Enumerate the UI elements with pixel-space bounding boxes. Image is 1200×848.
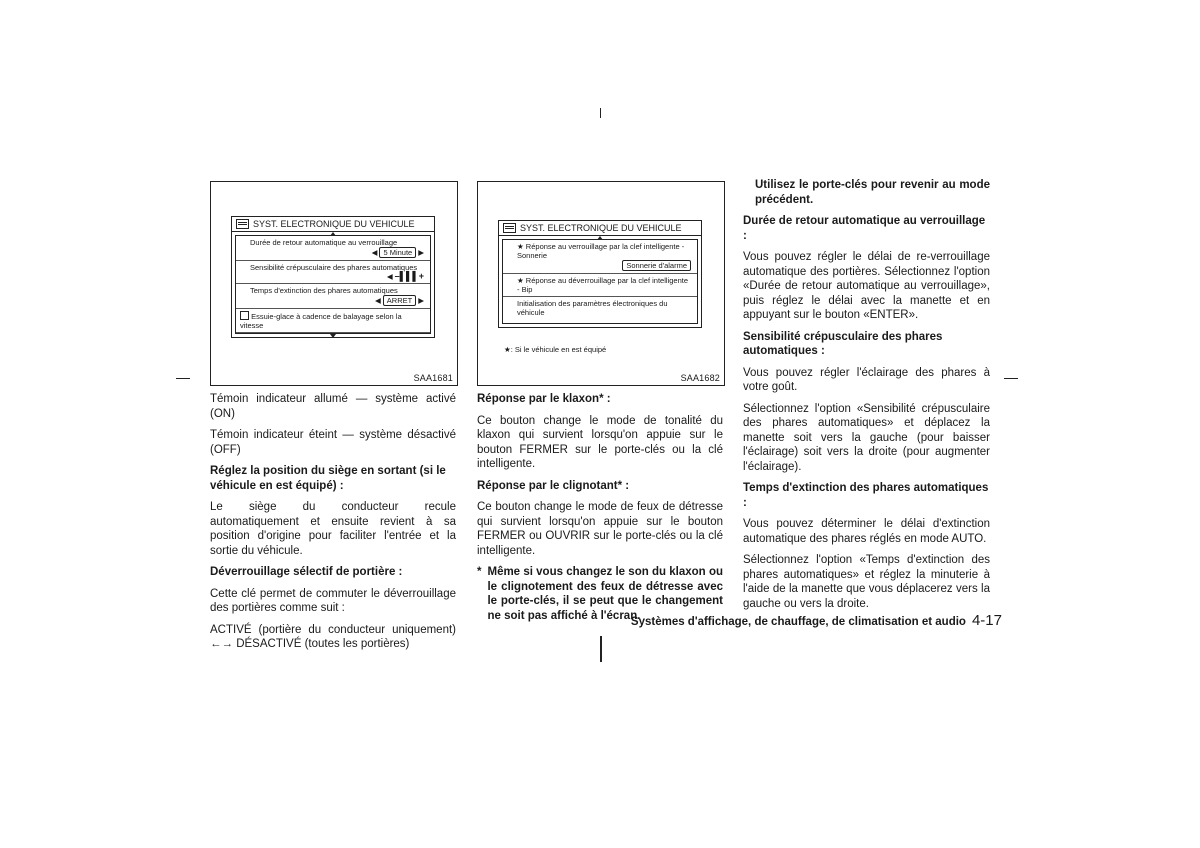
menu-row: Essuie-glace à cadence de balayage selon la vitesse bbox=[236, 309, 430, 333]
settings-screen-icon bbox=[236, 219, 249, 229]
arrow-left-icon: ◀ bbox=[371, 248, 378, 257]
note-asterisk: * bbox=[477, 566, 482, 578]
vehicle-electronics-screen bbox=[231, 216, 435, 338]
page-number: 4-17 bbox=[971, 612, 1002, 629]
menu-row: ★ Réponse au déverrouillage par la clef intelligente - Bip bbox=[503, 274, 697, 297]
column-right bbox=[743, 178, 990, 618]
column-middle bbox=[477, 392, 723, 623]
arrow-left-icon: ◀ bbox=[386, 272, 393, 281]
section-heading: Réponse par le clignotant* : bbox=[477, 479, 630, 492]
paragraph: Ce bouton change le mode de tonalité du klaxon qui survient lorsqu'on appuie sur le bouton FERMER sur le porte-clés ou la clé intelligente. bbox=[477, 414, 723, 470]
screen-title: SYST. ELECTRONIQUE DU VEHICULE bbox=[232, 217, 434, 232]
column-left bbox=[210, 392, 456, 659]
figure-code: SAA1682 bbox=[680, 373, 720, 383]
menu-row: ★ Réponse au verrouillage par la clef intelligente - Sonnerie Sonnerie d'alarme bbox=[503, 240, 697, 274]
figure-saa1682 bbox=[477, 181, 725, 386]
paragraph: Témoin indicateur allumé — système activé (ON) bbox=[210, 393, 456, 420]
arrow-right-icon: ▶ bbox=[418, 296, 424, 305]
paragraph: Le siège du conducteur recule automatiquement et ensuite revient à sa position d'origine pour faciliter l'entrée et la sortie du véhicule. bbox=[210, 501, 456, 557]
section-heading: Déverrouillage sélectif de portière : bbox=[210, 566, 403, 578]
footer-section-title: Systèmes d'affichage, de chauffage, de climatisation et audio bbox=[630, 616, 966, 628]
left-crop-mark bbox=[176, 378, 190, 379]
paragraph: ACTIVÉ (portière du conducteur uniquement) ←→ DÉSACTIVÉ (toutes les portières) bbox=[210, 623, 456, 650]
paragraph: Témoin indicateur éteint — système désactivé (OFF) bbox=[210, 429, 456, 456]
paragraph: Ce bouton change le mode de feux de détresse qui survient lorsqu'on appuie sur le bouton FERMER ou OUVRIR sur le porte-clés ou la clé intelligente. bbox=[477, 501, 723, 557]
bottom-crop-mark bbox=[600, 636, 602, 662]
right-crop-mark bbox=[1004, 378, 1018, 379]
paragraph: Vous pouvez régler l'éclairage des phares à votre goût. bbox=[743, 366, 990, 393]
arrow-left-icon: ◀ bbox=[375, 296, 381, 305]
menu-row: Initialisation des paramètres électroniques du véhicule bbox=[517, 299, 668, 317]
figure-saa1681 bbox=[210, 181, 458, 386]
figure-footnote: ★: Si le véhicule en est équipé bbox=[504, 345, 607, 354]
section-heading: Temps d'extinction des phares automatiques : bbox=[743, 482, 989, 509]
paragraph: Vous pouvez régler le délai de re-verrouillage automatique des portières. Sélectionnez l'option «Durée de retour automatique au verrouillage», puis réglez le délai avec la manette et en appuyant sur le bouton «ENTER». bbox=[743, 251, 990, 321]
note-text: Même si vous changez le son du klaxon ou le clignotement des feux de détresse avec le porte-clés, il se peut que le changement ne soit pas affiché à l'écran. bbox=[487, 566, 723, 622]
top-crop-mark bbox=[600, 108, 601, 118]
indicator-icon bbox=[240, 311, 249, 320]
vehicle-electronics-screen bbox=[498, 220, 702, 328]
paragraph: Vous pouvez déterminer le délai d'extinction automatique des phares réglés en mode AUTO. bbox=[743, 518, 990, 545]
paragraph: Sélectionnez l'option «Temps d'extinction des phares automatiques» et réglez la minuterie à l'aide de la manette que vous déplacerez vers la gauche ou vers la droite. bbox=[743, 554, 990, 610]
scroll-down-icon bbox=[330, 334, 336, 338]
paragraph: Cette clé permet de commuter le déverrouillage des portières comme suit : bbox=[210, 587, 456, 614]
page-footer bbox=[612, 612, 1002, 629]
intro-bold-text: Utilisez le porte-clés pour revenir au mode précédent. bbox=[755, 179, 990, 206]
settings-screen-icon bbox=[503, 223, 516, 233]
section-heading: Sensibilité crépusculaire des phares automatiques : bbox=[743, 330, 943, 357]
arrow-right-icon: ▶ bbox=[418, 248, 424, 257]
section-heading: Réglez la position du siège en sortant (si le véhicule en est équipé) : bbox=[210, 465, 446, 492]
paragraph: Sélectionnez l'option «Sensibilité crépusculaire des phares automatiques» et déplacez la manette soit vers la gauche (pour baisser l'éclairage) soit vers la droite (pour augmenter l'éclairage). bbox=[743, 402, 990, 473]
section-heading: Durée de retour automatique au verrouillage : bbox=[743, 215, 986, 242]
section-heading: Réponse par le klaxon* : bbox=[477, 393, 611, 405]
menu-row: Durée de retour automatique au verrouillage ◀ 5 Minute ▶ bbox=[236, 236, 430, 261]
figure-code: SAA1681 bbox=[413, 373, 453, 383]
menu-row: Sensibilité crépusculaire des phares automatiques ◀ –▌▌▌+ bbox=[236, 261, 430, 284]
screen-title: SYST. ELECTRONIQUE DU VEHICULE bbox=[499, 221, 701, 236]
menu-row: Temps d'extinction des phares automatiques ◀ ARRET ▶ bbox=[236, 284, 430, 309]
